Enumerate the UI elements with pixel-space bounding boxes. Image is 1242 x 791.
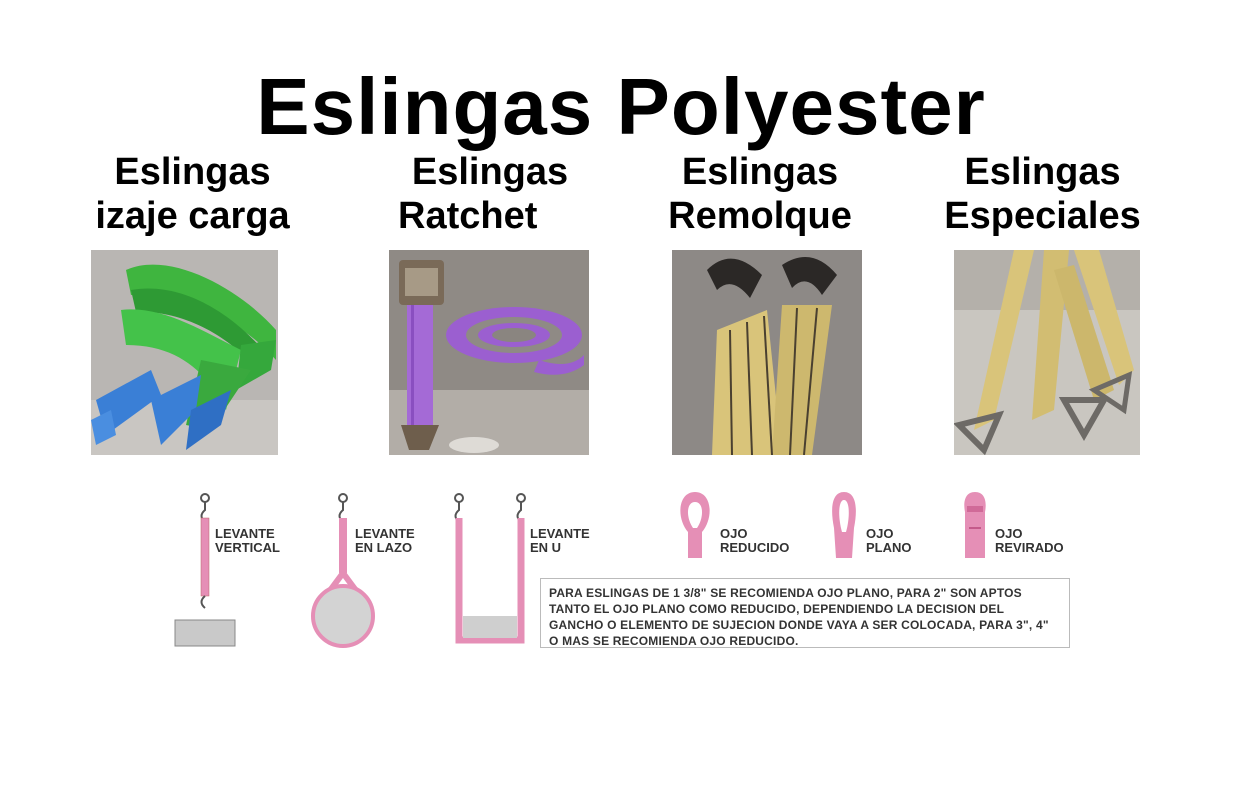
photo-especiales [954, 250, 1140, 455]
lift-label-line2: EN LAZO [355, 540, 413, 555]
lift-label-line1: LEVANTE [530, 526, 590, 541]
category-line2: izaje carga [95, 195, 290, 237]
category-line1: Eslingas [411, 151, 569, 193]
category-heading-ratchet [380, 150, 600, 238]
eye-plano-label [866, 527, 912, 555]
eye-revirado-label [995, 527, 1064, 555]
lift-u-label [530, 527, 590, 555]
photo-ratchet [389, 250, 589, 455]
eye-revirado-diagram [955, 488, 995, 560]
category-line2: Remolque [668, 195, 852, 237]
lift-label-line2: VERTICAL [215, 540, 280, 555]
category-line1: Eslingas [114, 151, 271, 193]
eye-reducido-label [720, 527, 789, 555]
lift-label-line1: LEVANTE [355, 526, 415, 541]
lift-vertical-label [215, 527, 280, 555]
lift-lazo-diagram [305, 488, 385, 650]
eye-label-line2: PLANO [866, 540, 912, 555]
category-line2: Especiales [944, 195, 1141, 237]
page-title: Eslingas Polyester [256, 62, 986, 151]
category-heading-remolque [640, 150, 880, 238]
photo-remolque [672, 250, 862, 455]
category-heading-especiales [915, 150, 1170, 238]
eye-label-line2: REDUCIDO [720, 540, 790, 555]
eye-reducido-diagram [672, 488, 718, 560]
eye-label-line2: REVIRADO [995, 540, 1064, 555]
eye-label-line1: OJO [866, 526, 894, 541]
eye-plano-diagram [822, 488, 866, 560]
recommendation-note: PARA ESLINGAS DE 1 3/8" SE RECOMIENDA OJO PLANO, PARA 2" SON APTOS TANTO EL OJO PLANO COMO REDUCIDO, DEPENDIENDO LA DECISION DEL GANCHO O ELEMENTO DE SUJECION DONDE VAYA A SER COLOCADA, PARA 3", 4" O MAS SE RECOMIENDA OJO REDUCIDO. [540, 578, 1070, 648]
lift-label-line2: EN U [530, 540, 562, 555]
eye-label-line1: OJO [995, 526, 1023, 541]
eye-label-line1: OJO [720, 526, 748, 541]
lift-label-line1: LEVANTE [215, 526, 275, 541]
lift-vertical-diagram [170, 488, 240, 650]
category-line2: Ratchet [398, 195, 538, 237]
photo-izaje-carga [91, 250, 278, 455]
category-line1: Eslingas [964, 151, 1121, 193]
lift-lazo-label [355, 527, 415, 555]
lift-u-diagram [445, 488, 535, 650]
category-heading-izaje [60, 150, 325, 238]
category-line1: Eslingas [681, 151, 839, 193]
